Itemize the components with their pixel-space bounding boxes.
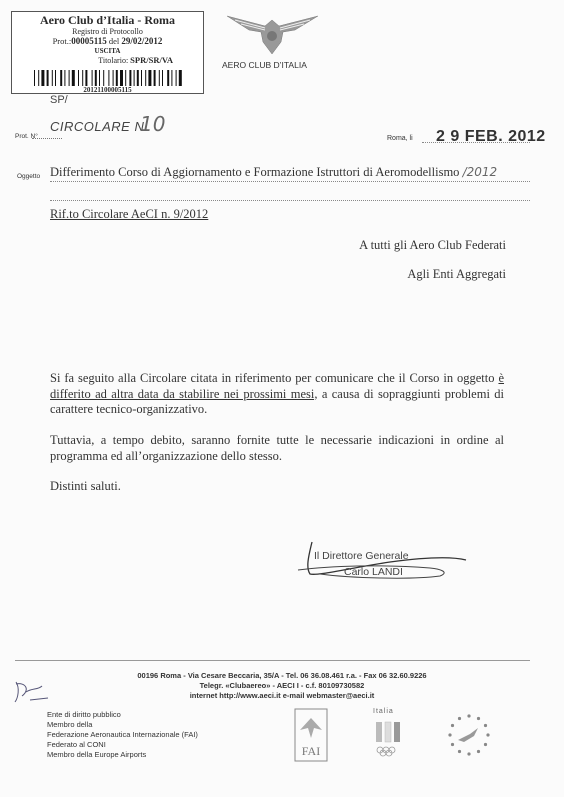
stamp-subtitle: Registro di Protocollo: [72, 27, 143, 36]
body-p1-end: a causa di sopraggiunti problemi di carattere tecnico-organizzativo.: [50, 386, 504, 416]
aero-club-eagle-logo: [225, 12, 320, 56]
oggetto-label: Oggetto: [17, 173, 41, 180]
footer-info-line: Federato al CONI: [47, 740, 106, 749]
date-stamp: 2 9 FEB. 2012: [436, 128, 546, 145]
europe-airports-stars-logo: [444, 710, 494, 760]
recipient-2: Agli Enti Aggregati: [407, 267, 506, 281]
oggetto-text: [50, 165, 497, 180]
footer-web: internet http://www.aeci.it e-mail webmaster@aeci.it: [189, 691, 375, 700]
protocol-stamp: [11, 11, 204, 94]
signature-name: Carlo LANDI: [344, 566, 403, 578]
body-p1-start: Si fa seguito alla Circolare citata in riferimento per comunicare che il Corso in oggetto: [50, 371, 495, 385]
prot-number-label: Prot. N°: [15, 133, 38, 140]
footer-info-line: Membro della Europe Airports: [47, 750, 147, 759]
stamp-prot-del: del: [108, 36, 120, 46]
prot-number-field: [32, 138, 62, 139]
sp-reference: SP/: [50, 94, 68, 106]
fai-logo: [294, 708, 328, 762]
body-paragraph-2: Tuttavia, a tempo debito, saranno fornite tutte le necessarie indicazioni in ordine al programma ed all’organizzazione dello stesso.: [50, 433, 504, 463]
footer-info-line: Membro della: [47, 720, 93, 729]
stamp-protocol-line: [12, 36, 203, 47]
body-paragraph-3: Distinti saluti.: [50, 479, 121, 493]
reference-line: Rif.to Circolare AeCI n. 9/2012: [50, 207, 209, 221]
recipient-1: A tutti gli Aero Club Federati: [359, 238, 506, 252]
date-label: Roma, li: [387, 135, 413, 142]
italia-logo-text: Italia: [373, 708, 394, 715]
footer-divider: [15, 660, 530, 661]
handwritten-initials: [12, 678, 52, 708]
stamp-prot-number: 00005115: [71, 36, 107, 46]
stamp-direction: USCITA: [94, 47, 121, 55]
footer-telegraph: Telegr. «Clubaereo» - AECI I - c.f. 80109730582: [199, 681, 365, 690]
stamp-title: Aero Club d’Italia - Roma: [39, 13, 176, 27]
footer-address: 00196 Roma - Via Cesare Beccaria, 35/A - Tel. 06 36.08.461 r.a. - Fax 06 32.60.9226: [137, 671, 427, 680]
italia-coni-logo: [370, 708, 410, 762]
stamp-barcode-text: 20121100005115: [83, 86, 132, 94]
circolare-number: 10: [140, 112, 166, 136]
date-dotted-rule: [422, 142, 530, 143]
aero-club-name: AERO CLUB D’ITALIA: [222, 60, 307, 70]
body-paragraph-1: [50, 371, 504, 418]
stamp-titolario-value: SPR/SR/VA: [130, 55, 173, 65]
stamp-prot-date: 29/02/2012: [121, 36, 163, 46]
stamp-titolario-label: Titolario:: [98, 56, 129, 65]
oggetto-dotted-rule-1: [50, 181, 530, 182]
body-p1-underlined: è differito ad altra data da stabilire nei prossimi mesi,: [50, 371, 505, 401]
fai-logo-text: FAI: [301, 744, 321, 758]
footer-info: [47, 710, 198, 760]
stamp-prot-label: Prot.:: [52, 36, 72, 46]
circolare-label: CIRCOLARE N.: [50, 119, 149, 134]
oggetto-handwritten-year: /2012: [462, 165, 498, 179]
oggetto-dotted-rule-2: [50, 200, 530, 201]
stamp-titolario: [12, 55, 203, 66]
signature-title: Il Direttore Generale: [314, 550, 409, 562]
oggetto-subject: Differimento Corso di Aggiornamento e Formazione Istruttori di Aeromodellismo: [50, 165, 460, 179]
footer-info-line: Federazione Aeronautica Internazionale (FAI): [47, 730, 198, 739]
barcode-image: [34, 70, 184, 86]
footer-info-line: Ente di diritto pubblico: [47, 710, 121, 719]
